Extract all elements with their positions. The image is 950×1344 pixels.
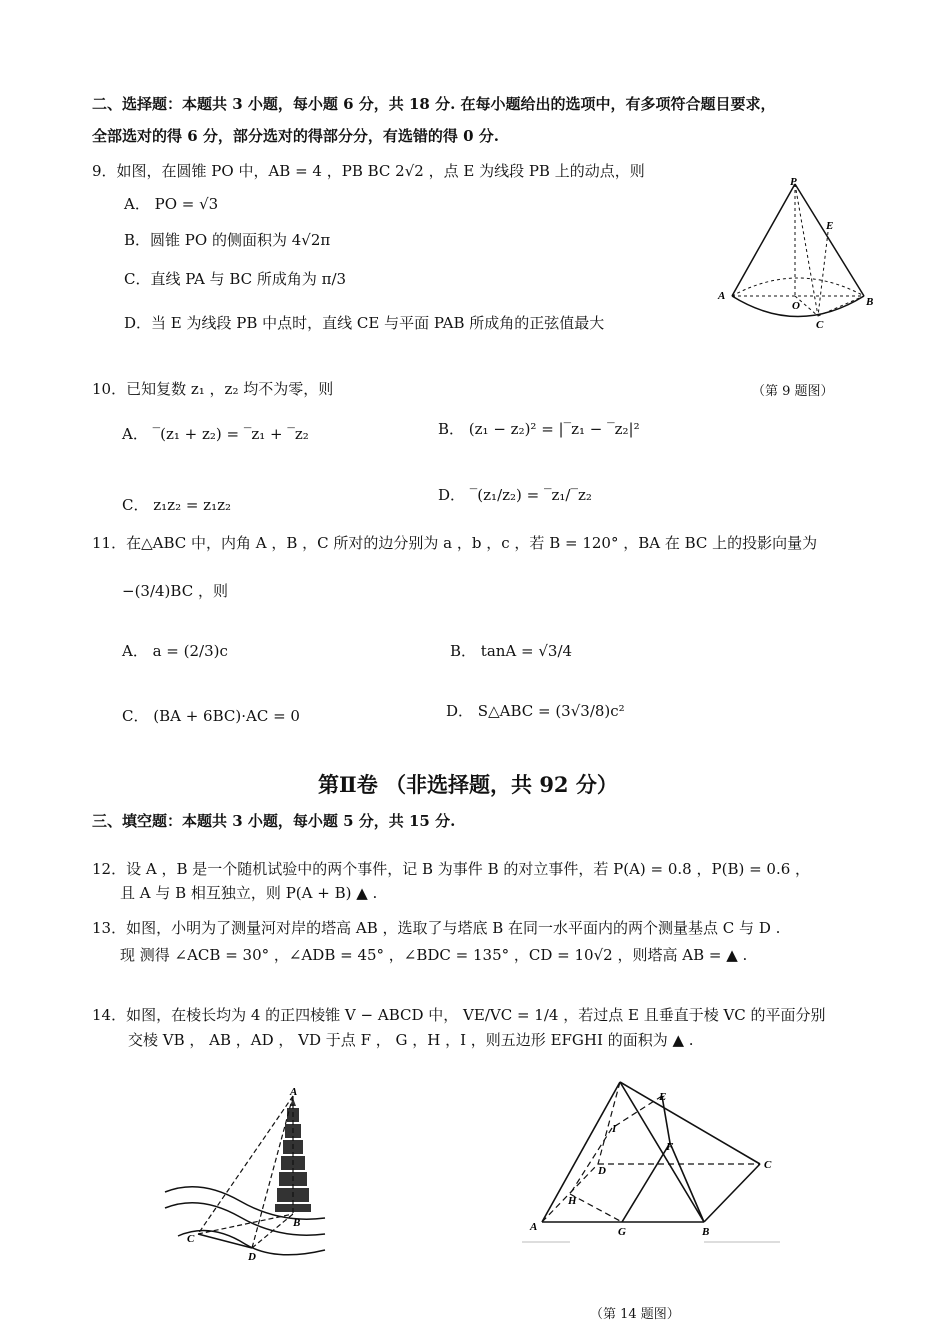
q13-line1: 13．如图，小明为了测量河对岸的塔高 AB ，选取了与塔底 B 在同一水平面内的两个测量基点 C 与 D . [92,919,781,937]
cone-label-b: B [866,296,874,308]
q12-line1: 12．设 A ，B 是一个随机试验中的两个事件，记 B 为事件 B 的对立事件，若 P(A) = 0.8 ，P(B) = 0.6 ， [92,860,811,878]
tower-label-a: A [290,1086,298,1098]
q9-stem: 9．如图，在圆锥 PO 中，AB = 4 ，PB BC 2√2 ，点 E 为线段 PB 上的动点，则 [92,162,645,180]
pyramid-label-a: A [530,1221,538,1233]
q10-option-c: C． z₁z₂ = z₁z₂ [122,496,232,514]
q9-caption: （第 9 题图） [752,384,834,399]
tower-label-c: C [187,1233,195,1245]
tower-label-d: D [248,1251,256,1263]
part2-title: 第Ⅱ卷 （非选择题，共 92 分） [318,772,618,797]
pyramid-figure [522,1076,782,1246]
q9-option-b: B．圆锥 PO 的侧面积为 4√2π [124,231,331,249]
q9-option-c: C．直线 PA 与 BC 所成角为 π/3 [124,270,347,288]
q9-option-a: A． PO = √3 [124,195,219,213]
cone-label-o: O [792,300,800,312]
q10-option-a: A． ‾(z₁ + z₂) = ‾z₁ + ‾z₂ [122,425,309,443]
section3-heading: 三、填空题：本题共 3 小题，每小题 5 分，共 15 分. [92,812,456,830]
q13-line2: 现 测得 ∠ACB = 30° ，∠ADB = 45° ，∠BDC = 135° ，CD = 10√2 ，则塔高 AB = ▲ . [120,946,748,964]
q11-option-b: B． tanA = √3/4 [450,642,573,660]
cone-label-a: A [718,290,726,302]
q12-line2: 且 A 与 B 相互独立，则 P(A + B) ▲ . [120,884,378,902]
q11-stem-continued: −(3/4)BC ，则 [122,582,228,600]
q10-option-b: B． (z₁ − z₂)² = |‾z₁ − ‾z₂|² [438,420,640,438]
pyramid-label-f: F [666,1141,674,1153]
q11-stem: 11．在△ABC 中，内角 A ，B ，C 所对的边分别为 a ，b ，c ，若 B = 120° ，BA 在 BC 上的投影向量为 [92,534,818,552]
pyramid-label-c: C [764,1159,772,1171]
q14-line1: 14．如图，在棱长均为 4 的正四棱锥 V − ABCD 中， VE/VC = 1/4 ，若过点 E 且垂直于棱 VC 的平面分别 [92,1006,826,1024]
pyramid-label-e: E [659,1091,667,1103]
cone-figure [712,172,882,337]
q10-option-d: D． ‾(z₁/z₂) = ‾z₁/‾z₂ [438,486,592,504]
q9-option-d: D．当 E 为线段 PB 中点时，直线 CE 与平面 PAB 所成角的正弦值最大 [124,314,605,332]
section2-heading-line2: 全部选对的得 6 分，部分选对的得部分分，有选错的得 0 分. [92,127,499,145]
pyramid-label-b: B [702,1226,710,1238]
cone-label-p: P [790,176,797,188]
section2-heading-line1: 二、选择题：本题共 3 小题，每小题 6 分，共 18 分. 在每小题给出的选项中，有多项符合题目要求， [92,95,776,113]
tower-figure [160,1086,330,1271]
q10-stem: 10．已知复数 z₁ ，z₂ 均不为零，则 [92,380,334,398]
tower-label-b: B [293,1217,301,1229]
q14-caption: （第 14 题图） [590,1307,680,1322]
pyramid-label-h: H [568,1195,577,1207]
cone-label-e: E [826,220,834,232]
pyramid-label-i: I [612,1123,617,1135]
pyramid-label-g: G [618,1226,626,1238]
q11-option-d: D． S△ABC = (3√3/8)c² [446,702,625,720]
q11-option-a: A． a = (2/3)c [122,642,228,660]
q14-line2: 交棱 VB ， AB ，AD ， VD 于点 F ， G ，H ，I ，则五边形 EFGHI 的面积为 ▲ . [128,1031,694,1049]
q11-option-c: C． (BA + 6BC)·AC = 0 [122,707,300,725]
cone-label-c: C [816,319,824,331]
pyramid-label-d: D [598,1165,606,1177]
